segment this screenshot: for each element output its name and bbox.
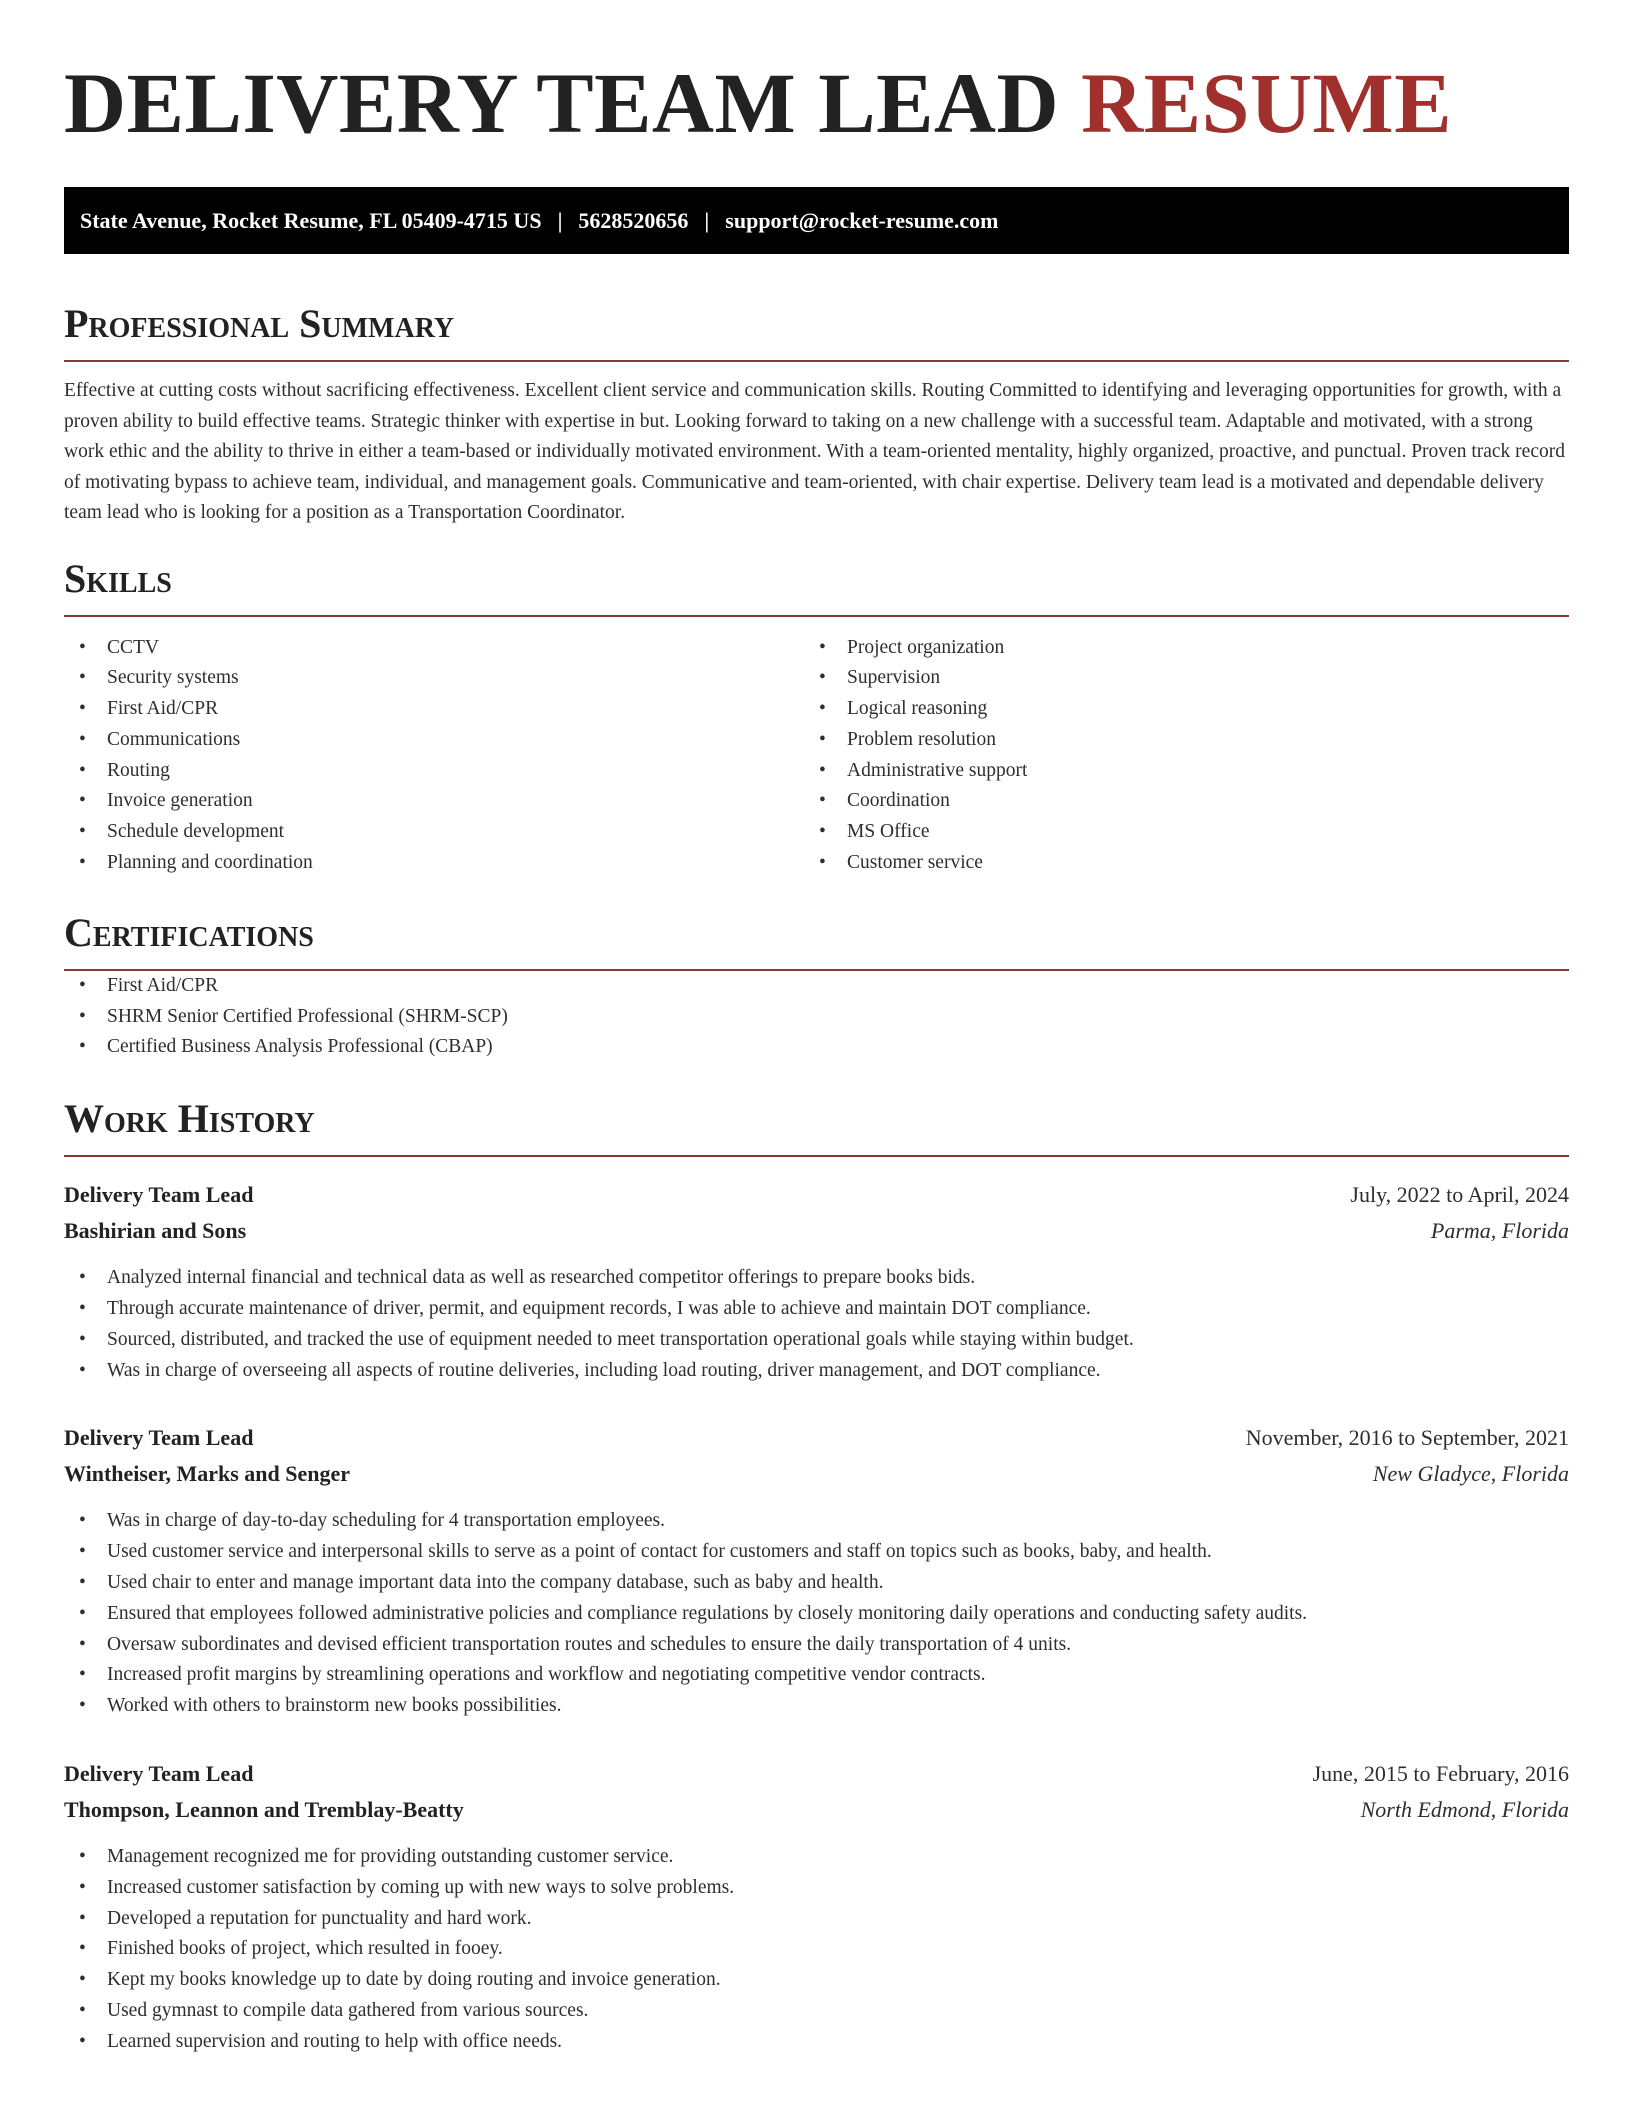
skill-item: • Problem resolution [804,725,1569,756]
job-title: Delivery Team Lead [64,1761,254,1787]
certification-item: • Certified Business Analysis Professional (CBAP) [64,1032,1569,1063]
contact-bar [64,187,1569,254]
skill-item: • First Aid/CPR [64,694,804,725]
job-bullet: • Ensured that employees followed administrative policies and compliance regulations by closely monitoring daily operations and conducting safety audits. [64,1599,1569,1630]
job-bullets [64,1842,1569,2058]
job-company: Wintheiser, Marks and Senger [64,1461,351,1487]
job-bullet: • Analyzed internal financial and technical data as well as researched competitor offerings to prepare books bids. [64,1263,1569,1294]
job-title: Delivery Team Lead [64,1182,254,1208]
job-bullet: • Developed a reputation for punctuality and hard work. [64,1904,1569,1935]
job-bullet: • Increased customer satisfaction by coming up with new ways to solve problems. [64,1873,1569,1904]
job-company: Thompson, Leannon and Tremblay-Beatty [64,1797,464,1823]
skills-heading: Skills [64,557,1569,617]
skill-item: • Communications [64,725,804,756]
title-accent: RESUME [1081,55,1453,151]
skills-list-right [804,633,1569,879]
job-bullet: • Was in charge of overseeing all aspects of routine deliveries, including load routing, driver management, and DOT compliance. [64,1356,1569,1387]
skill-item: • Project organization [804,633,1569,664]
summary-text: Effective at cutting costs without sacrificing effectiveness. Excellent client service and communication skills. Routing Committed to identifying and leveraging opportunities for growth, with a proven ability to build effective teams. Strategic thinker with expertise in but. Looking forward to taking on a new challenge with a successful team. Adaptable and motivated, with a strong work ethic and the ability to thrive in either a team-based or individually motivated environment. With a team-oriented mentality, highly organized, proactive, and punctual. Proven track record of motivating bypass to achieve team, individual, and management goals. Communicative and team-oriented, with chair expertise. Delivery team lead is a motivated and dependable delivery team lead who is looking for a position as a Transportation Coordinator. [64,380,1565,523]
job-entry [64,1420,1569,1722]
contact-email: support@rocket-resume.com [725,207,999,233]
certification-item: • First Aid/CPR [64,971,1569,1002]
skills-columns [64,633,1569,879]
job-bullet: • Used customer service and interpersonal skills to serve as a point of contact for customers and staff on topics such as books, baby, and health. [64,1537,1569,1568]
job-location: New Gladyce, Florida [1372,1461,1569,1487]
skill-item: • Coordination [804,786,1569,817]
job-title: Delivery Team Lead [64,1425,254,1451]
job-subheader-row [64,1792,1569,1828]
job-bullets [64,1263,1569,1386]
skill-item: • MS Office [804,817,1569,848]
skill-item: • Planning and coordination [64,848,804,879]
job-bullet: • Used gymnast to compile data gathered from various sources. [64,1996,1569,2027]
contact-address: State Avenue, Rocket Resume, FL 05409-4715 US [80,207,542,233]
job-header-row [64,1756,1569,1792]
job-bullets [64,1506,1569,1722]
skill-item: • Security systems [64,663,804,694]
job-bullet: • Kept my books knowledge up to date by doing routing and invoice generation. [64,1965,1569,1996]
job-bullet: • Was in charge of day-to-day scheduling for 4 transportation employees. [64,1506,1569,1537]
skill-item: • Customer service [804,848,1569,879]
job-location: Parma, Florida [1430,1218,1569,1244]
job-dates: November, 2016 to September, 2021 [1245,1425,1569,1451]
work-history-heading: Work History [64,1097,1569,1157]
job-entry [64,1177,1569,1386]
certifications-list [64,971,1569,1063]
certifications-heading: Certifications [64,911,1569,971]
job-header-row [64,1177,1569,1213]
job-bullet: • Oversaw subordinates and devised efficient transportation routes and schedules to ensure the daily transportation of 4 units. [64,1630,1569,1661]
skill-item: • Administrative support [804,756,1569,787]
job-subheader-row [64,1213,1569,1249]
job-bullet: • Learned supervision and routing to help with office needs. [64,2027,1569,2058]
skill-item: • Supervision [804,663,1569,694]
job-bullet: • Used chair to enter and manage important data into the company database, such as baby and health. [64,1568,1569,1599]
contact-separator: | [704,207,710,233]
job-location: North Edmond, Florida [1360,1797,1569,1823]
resume-title [64,55,1569,151]
job-entry [64,1756,1569,2058]
certification-item: • SHRM Senior Certified Professional (SHRM-SCP) [64,1002,1569,1033]
job-bullet: • Management recognized me for providing outstanding customer service. [64,1842,1569,1873]
job-bullet: • Finished books of project, which resulted in fooey. [64,1934,1569,1965]
title-main: DELIVERY TEAM LEAD [64,55,1060,151]
summary-heading: Professional Summary [64,302,1569,362]
skill-item: • CCTV [64,633,804,664]
skill-item: • Schedule development [64,817,804,848]
contact-separator: | [557,207,563,233]
skill-item: • Routing [64,756,804,787]
job-bullet: • Sourced, distributed, and tracked the use of equipment needed to meet transportation operational goals while staying within budget. [64,1325,1569,1356]
job-bullet: • Increased profit margins by streamlining operations and workflow and negotiating competitive vendor contracts. [64,1660,1569,1691]
skill-item: • Invoice generation [64,786,804,817]
job-header-row [64,1420,1569,1456]
job-subheader-row [64,1456,1569,1492]
job-bullet: • Through accurate maintenance of driver, permit, and equipment records, I was able to achieve and maintain DOT compliance. [64,1294,1569,1325]
skills-list-left [64,633,804,879]
job-company: Bashirian and Sons [64,1218,247,1244]
job-bullet: • Worked with others to brainstorm new books possibilities. [64,1691,1569,1722]
contact-phone: 5628520656 [578,207,689,233]
job-dates: June, 2015 to February, 2016 [1312,1761,1569,1787]
job-dates: July, 2022 to April, 2024 [1350,1182,1569,1208]
skill-item: • Logical reasoning [804,694,1569,725]
